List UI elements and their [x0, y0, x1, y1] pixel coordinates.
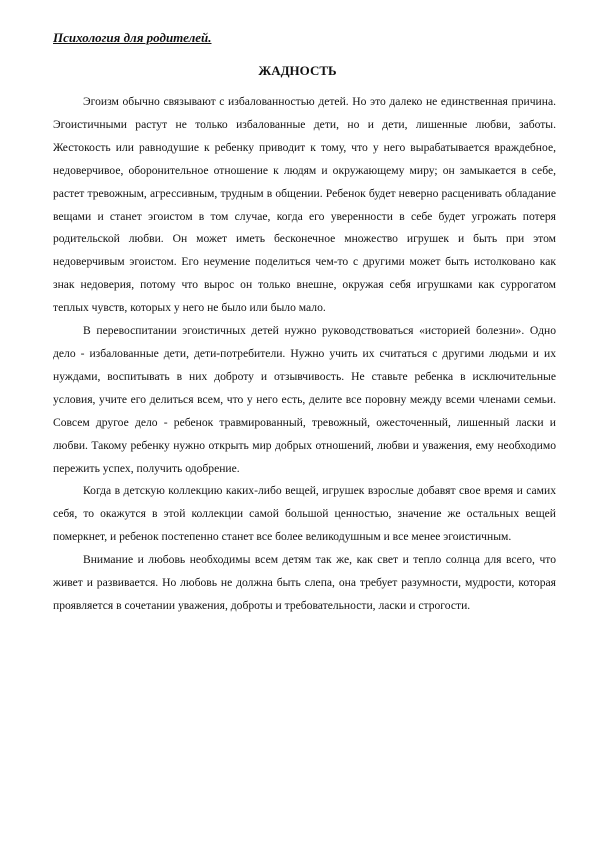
paragraph: Эгоизм обычно связывают с избалованностью детей. Но это далеко не единственная причина. Эгоистичными растут не только избалованные дети, но и дети, лишенные любви, заботы. Жестокость или равнодушие к ребенку приводит к тому, что у него вырабатывается враждебное, недоверчивое, оборонительное отношение к людям и окружающему миру; он замыкается в себе, растет тревожным, агрессивным, трудным в общении. Ребенок будет неверно расценивать обладание вещами и станет эгоистом в том случае, когда его уверенности в себе будет угрожать потеря родительской любви. Он может иметь бесконечное множество игрушек и быть при этом недоверчивым эгоистом. Его неумение поделиться чем-то с другими может быть истолковано как знак недоверия, потому что вырос он только внешне, окружая себя игрушками как суррогатом теплых чувств, которых у него не было или было мало.	[53, 95, 556, 315]
paragraph: В перевоспитании эгоистичных детей нужно руководствоваться «историей болезни». Одно дело - избалованные дети, дети-потребители. Нужно учить их считаться с другими людьми и их нуждами, воспитывать в них доброту и отзывчивость. Не ставьте ребенка в исключительные условия, учите его делиться всем, что у него есть, делите все поровну между всеми членами семьи. Совсем другое дело - ребенок травмированный, тревожный, ожесточенный, лишенный ласки и любви. Такому ребенку нужно открыть мир добрых отношений, любви и уважения, ему необходимо пережить успех, получить одобрение.	[53, 324, 556, 475]
article-body	[53, 91, 556, 618]
paragraph: Внимание и любовь необходимы всем детям так же, как свет и тепло солнца для всего, что живет и развивается. Но любовь не должна быть слепа, она требует разумности, мудрости, которая проявляется в сочетании уважения, доброты и требовательности, ласки и строгости.	[53, 553, 556, 612]
page-title: ЖАДНОСТЬ	[258, 63, 337, 78]
paragraph: Когда в детскую коллекцию каких-либо вещей, игрушек взрослые добавят свое время и самих себя, то окажутся в этой коллекции самой большой ценностью, значение же остальных вещей померкнет, и ребенок постепенно станет все более великодушным и все менее эгоистичным.	[53, 484, 556, 544]
section-heading: Психология для родителей.	[53, 30, 212, 45]
